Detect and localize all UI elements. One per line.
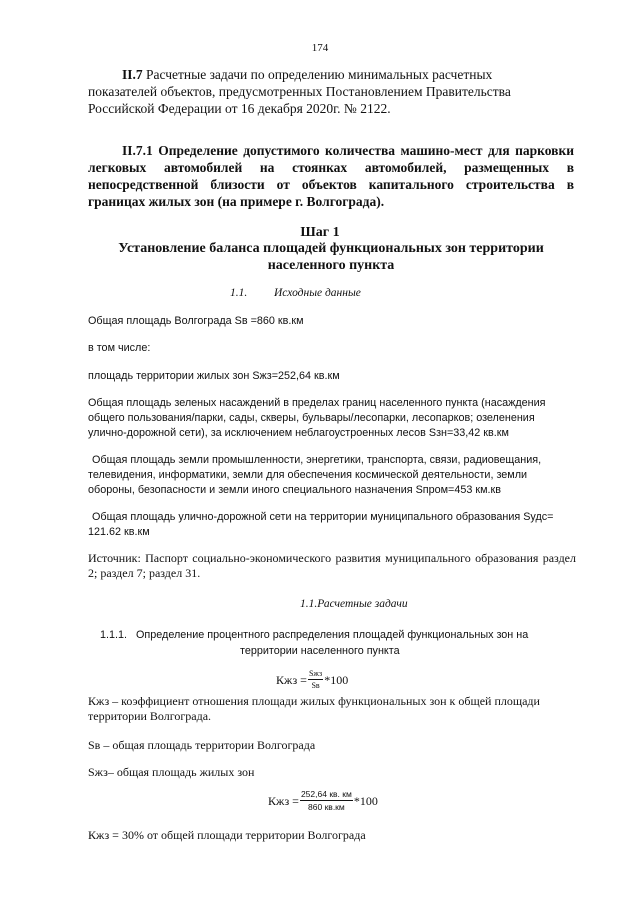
including-text: в том числе:: [88, 342, 151, 354]
k-definition: Кжз – коэффициент отношения площади жилых функциональных зон к общей площади территории Волгограда.: [88, 694, 540, 723]
step-title: Шаг 1: [300, 225, 340, 240]
formula2-denominator: 860 кв.км: [308, 802, 345, 812]
total-area-text: Общая площадь Волгограда Sв =860 кв.км: [88, 315, 304, 327]
industrial-area-text: Общая площадь земли промышленности, энергетики, транспорта, связи, радиовещания, телевидения, информатики, земли для обеспечения космической деятельности, земли обороны, безопасности и земли иного специального назначения Sпром=453 км.кв: [88, 454, 542, 496]
road-network-text: Общая площадь улично-дорожной сети на территории муниципального образования Sудс= 121.62 кв.км: [88, 511, 554, 538]
formula2-numerator: 252,64 кв. км: [300, 789, 352, 799]
szh-definition: Sжз– общая площадь жилых зон: [88, 765, 255, 779]
formula1-denominator: Sв: [311, 681, 320, 690]
formula1-fraction: [308, 669, 323, 691]
formula1-lhs: Кжз =: [276, 672, 307, 687]
formula-2: [268, 790, 378, 812]
green-area-text: Общая площадь зеленых насаждений в пределах границ населенного пункта (насаждения общего пользования/парки, сады, скверы, бульвары/лесопарки, лесопарков; озеленения улично-дорожной сети), за исключением неблагоустроенных лесов Sзн=33,42 кв.км: [88, 397, 546, 439]
formula1-rhs: *100: [324, 672, 349, 687]
section-text: Расчетные задачи по определению минимальных расчетных показателей объектов, предусмотренных Постановлением Правительства Российской Федерации от 16 декабря 2020г. № 2122.: [88, 67, 511, 116]
formula1-numerator: Sжз: [308, 669, 323, 678]
formula2-fraction: [300, 790, 353, 812]
formula2-lhs: Кжз =: [268, 793, 299, 808]
formula2-rhs: *100: [353, 793, 378, 808]
residential-area-text: площадь территории жилых зон Sжз=252,64 кв.км: [88, 370, 340, 382]
result-text: Кжз = 30% от общей площади территории Волгограда: [88, 828, 366, 842]
initial-data-heading: [230, 287, 361, 299]
section-label: II.7: [122, 67, 143, 82]
page-number: 174: [311, 42, 329, 54]
task-text-line2: территории населенного пункта: [240, 645, 400, 657]
task-number: 1.1.1.: [100, 629, 128, 641]
source-text: Источник: Паспорт социально-экономического развития муниципального образования раздел 2; раздел 7; раздел 31.: [88, 551, 576, 580]
task-1-1-1-line1: [100, 628, 528, 643]
formula-1: [276, 669, 348, 691]
calc-tasks-heading: 1.1.Расчетные задачи: [300, 598, 408, 610]
initial-data-title: Исходные данные: [274, 287, 361, 299]
step-subtitle: Установление баланса площадей функциональных зон территории населенного пункта: [118, 241, 544, 273]
subsection-heading: II.7.1 Определение допустимого количества машино-мест для парковки легковых автомобилей на стоянках автомобилей, размещенных в непосредственной близости от объектов капитального строительства в границах жилых зон (на примере г. Волгограда).: [88, 143, 574, 209]
section-heading: [88, 66, 558, 117]
task-text-line1: Определение процентного распределения площадей функциональных зон на: [136, 629, 529, 641]
sv-definition: Sв – общая площадь территории Волгограда: [88, 738, 316, 752]
initial-data-number: 1.1.: [230, 287, 248, 299]
